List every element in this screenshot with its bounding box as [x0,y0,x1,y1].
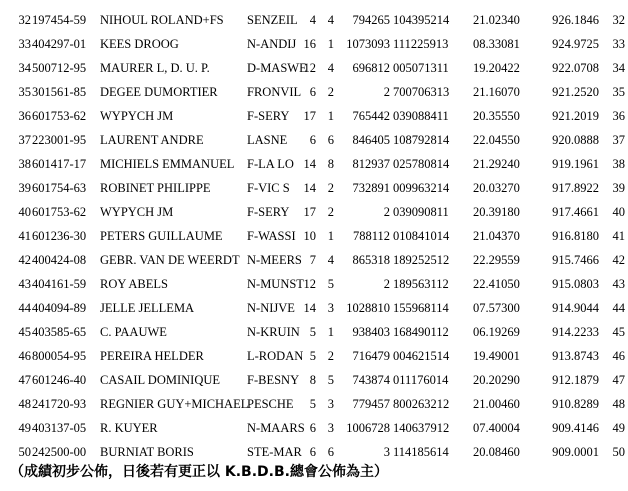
fancier-name-cell: DEGEE DUMORTIER [100,85,218,99]
arrival-time-cell: 20.20290 [473,373,520,387]
clock-code-cell: 005071311 [393,61,449,75]
velocity-cell: 926.1846 [552,13,599,27]
entered-count-cell: 14 [303,157,316,171]
location-cell: F-VIC S [247,181,290,195]
clock-code-cell: 800263212 [393,397,450,411]
position-cell: 37 [18,133,31,147]
fancier-name-cell: REGNIER GUY+MICHAEL [100,397,249,411]
distance-cell: 1028810 [346,301,390,315]
prized-count-cell: 5 [327,277,334,291]
velocity-cell: 917.8922 [552,181,599,195]
location-cell: SENZEIL [247,13,298,27]
ring-number-cell: 241720-93 [32,397,87,411]
position-repeat-cell: 47 [612,373,625,387]
distance-cell: 812937 [352,157,390,171]
distance-cell: 765442 [352,109,390,123]
velocity-cell: 915.0803 [552,277,599,291]
ring-number-cell: 500712-95 [32,61,87,75]
ring-number-cell: 404297-01 [32,37,87,51]
velocity-cell: 910.8289 [552,397,599,411]
ring-number-cell: 601417-17 [32,157,87,171]
prized-count-cell: 1 [327,229,334,243]
table-row [0,176,628,200]
arrival-time-cell: 20.39180 [473,205,520,219]
velocity-cell: 914.2233 [552,325,599,339]
fancier-name-cell: CASAIL DOMINIQUE [100,373,221,387]
ring-number-cell: 601246-40 [32,373,87,387]
position-repeat-cell: 48 [612,397,625,411]
position-repeat-cell: 50 [612,445,625,459]
arrival-time-cell: 19.20422 [473,61,520,75]
velocity-cell: 917.4661 [552,205,599,219]
prized-count-cell: 2 [327,85,334,99]
arrival-time-cell: 21.16070 [473,85,520,99]
ring-number-cell: 800054-95 [32,349,87,363]
entered-count-cell: 10 [303,229,316,243]
fancier-name-cell: PETERS GUILLAUME [100,229,223,243]
arrival-time-cell: 21.02340 [473,13,520,27]
ring-number-cell: 404094-89 [32,301,87,315]
location-cell: N-NIJVE [247,301,295,315]
ring-number-cell: 601236-30 [32,229,87,243]
table-row [0,200,628,224]
distance-cell: 2 [383,277,390,291]
location-cell: PESCHE [247,397,294,411]
arrival-time-cell: 22.04550 [473,133,520,147]
velocity-cell: 909.0001 [552,445,599,459]
position-cell: 43 [18,277,31,291]
distance-cell: 1006728 [346,421,390,435]
entered-count-cell: 5 [309,349,316,363]
position-repeat-cell: 37 [612,133,625,147]
clock-code-cell: 025780814 [393,157,450,171]
table-row [0,320,628,344]
prized-count-cell: 2 [327,181,334,195]
velocity-cell: 922.0708 [552,61,599,75]
distance-cell: 1073093 [346,37,390,51]
distance-cell: 3 [383,445,390,459]
location-cell: F-SERY [247,109,290,123]
location-cell: F-BESNY [247,373,300,387]
fancier-name-cell: PEREIRA HELDER [100,349,204,363]
position-repeat-cell: 39 [612,181,625,195]
fancier-name-cell: C. PAAUWE [100,325,167,339]
table-row [0,272,628,296]
velocity-cell: 920.0888 [552,133,599,147]
position-repeat-cell: 38 [612,157,625,171]
location-cell: D-MASWE [247,61,307,75]
table-row [0,104,628,128]
position-repeat-cell: 44 [612,301,625,315]
position-cell: 32 [18,13,31,27]
fancier-name-cell: MICHIELS EMMANUEL [100,157,235,171]
velocity-cell: 914.9044 [552,301,599,315]
fancier-name-cell: R. KUYER [100,421,158,435]
position-cell: 46 [18,349,31,363]
fancier-name-cell: JELLE JELLEMA [100,301,195,315]
arrival-time-cell: 20.35550 [473,109,520,123]
entered-count-cell: 12 [303,61,316,75]
fancier-name-cell: KEES DROOG [100,37,179,51]
position-repeat-cell: 45 [612,325,625,339]
ring-number-cell: 223001-95 [32,133,87,147]
table-row [0,128,628,152]
distance-cell: 716479 [352,349,390,363]
clock-code-cell: 140637912 [393,421,450,435]
prized-count-cell: 6 [327,133,334,147]
entered-count-cell: 5 [309,397,316,411]
position-cell: 47 [18,373,31,387]
prized-count-cell: 5 [327,373,334,387]
prized-count-cell: 3 [327,397,334,411]
prized-count-cell: 3 [327,301,334,315]
arrival-time-cell: 22.29559 [473,253,520,267]
velocity-cell: 924.9725 [552,37,599,51]
position-repeat-cell: 36 [612,109,625,123]
clock-code-cell: 111225913 [393,37,449,51]
location-cell: F-SERY [247,205,290,219]
distance-cell: 865318 [352,253,390,267]
clock-code-cell: 010841014 [393,229,450,243]
velocity-cell: 915.7466 [552,253,599,267]
entered-count-cell: 14 [303,181,316,195]
ring-number-cell: 403137-05 [32,421,87,435]
entered-count-cell: 17 [303,205,316,219]
position-repeat-cell: 32 [612,13,625,27]
location-cell: FRONVIL [247,85,302,99]
table-row [0,152,628,176]
position-cell: 41 [18,229,31,243]
location-cell: N-MUNST [247,277,304,291]
position-repeat-cell: 40 [612,205,625,219]
prized-count-cell: 3 [327,421,334,435]
ring-number-cell: 601753-62 [32,109,87,123]
arrival-time-cell: 20.08460 [473,445,520,459]
prized-count-cell: 1 [327,37,334,51]
arrival-time-cell: 21.04370 [473,229,520,243]
table-row [0,296,628,320]
position-repeat-cell: 43 [612,277,625,291]
entered-count-cell: 16 [303,37,316,51]
distance-cell: 938403 [352,325,390,339]
distance-cell: 2 [383,85,390,99]
velocity-cell: 913.8743 [552,349,599,363]
entered-count-cell: 6 [309,133,316,147]
entered-count-cell: 12 [303,277,316,291]
arrival-time-cell: 22.41050 [473,277,520,291]
entered-count-cell: 6 [309,85,316,99]
table-row [0,224,628,248]
distance-cell: 794265 [352,13,390,27]
distance-cell: 696812 [352,61,390,75]
velocity-cell: 916.8180 [552,229,599,243]
position-repeat-cell: 33 [612,37,625,51]
position-repeat-cell: 41 [612,229,625,243]
clock-code-cell: 189252512 [393,253,450,267]
entered-count-cell: 4 [309,13,316,27]
fancier-name-cell: ROBINET PHILIPPE [100,181,211,195]
ring-number-cell: 404161-59 [32,277,87,291]
location-cell: STE-MAR [247,445,302,459]
clock-code-cell: 155968114 [393,301,449,315]
position-cell: 50 [18,445,31,459]
velocity-cell: 919.1961 [552,157,599,171]
velocity-cell: 921.2520 [552,85,599,99]
ring-number-cell: 403585-65 [32,325,87,339]
position-repeat-cell: 46 [612,349,625,363]
position-cell: 36 [18,109,31,123]
fancier-name-cell: WYPYCH JM [100,109,174,123]
arrival-time-cell: 20.03270 [473,181,520,195]
fancier-name-cell: BURNIAT BORIS [100,445,194,459]
distance-cell: 732891 [352,181,390,195]
table-row [0,416,628,440]
arrival-time-cell: 21.29240 [473,157,520,171]
position-repeat-cell: 34 [612,61,625,75]
location-cell: N-MEERS [247,253,302,267]
prized-count-cell: 4 [327,13,334,27]
prized-count-cell: 4 [327,61,334,75]
fancier-name-cell: ROY ABELS [100,277,168,291]
arrival-time-cell: 08.33081 [473,37,520,51]
entered-count-cell: 17 [303,109,316,123]
entered-count-cell: 8 [309,373,316,387]
fancier-name-cell: LAURENT ANDRE [100,133,204,147]
velocity-cell: 912.1879 [552,373,599,387]
ring-number-cell: 197454-59 [32,13,87,27]
prized-count-cell: 2 [327,205,334,219]
position-cell: 33 [18,37,31,51]
location-cell: N-ANDIJ [247,37,297,51]
position-repeat-cell: 35 [612,85,625,99]
prized-count-cell: 6 [327,445,334,459]
clock-code-cell: 039088411 [393,109,449,123]
position-cell: 39 [18,181,31,195]
clock-code-cell: 104395214 [393,13,450,27]
location-cell: L-RODAN [247,349,304,363]
table-row [0,368,628,392]
prized-count-cell: 4 [327,253,334,267]
ring-number-cell: 301561-85 [32,85,87,99]
clock-code-cell: 039090811 [393,205,449,219]
ring-number-cell: 601753-62 [32,205,87,219]
ring-number-cell: 400424-08 [32,253,87,267]
location-cell: N-MAARS [247,421,305,435]
arrival-time-cell: 19.49001 [473,349,520,363]
location-cell: F-WASSI [247,229,296,243]
clock-code-cell: 114185614 [393,445,449,459]
table-row [0,344,628,368]
clock-code-cell: 168490112 [393,325,449,339]
position-cell: 40 [18,205,31,219]
prized-count-cell: 8 [327,157,334,171]
clock-code-cell: 189563112 [393,277,449,291]
entered-count-cell: 5 [309,325,316,339]
position-cell: 42 [18,253,31,267]
arrival-time-cell: 21.00460 [473,397,520,411]
clock-code-cell: 009963214 [393,181,450,195]
distance-cell: 743874 [352,373,390,387]
location-cell: LASNE [247,133,288,147]
position-cell: 35 [18,85,31,99]
arrival-time-cell: 06.19269 [473,325,520,339]
footer-note: （成績初步公佈，日後若有更正以 K.B.D.B.總會公佈為主） [10,464,388,480]
prized-count-cell: 1 [327,325,334,339]
table-row [0,56,628,80]
prized-count-cell: 2 [327,349,334,363]
clock-code-cell: 108792814 [393,133,450,147]
location-cell: N-KRUIN [247,325,300,339]
entered-count-cell: 6 [309,421,316,435]
table-row [0,392,628,416]
ring-number-cell: 242500-00 [32,445,87,459]
fancier-name-cell: NIHOUL ROLAND+FS [100,13,224,27]
velocity-cell: 909.4146 [552,421,599,435]
entered-count-cell: 14 [303,301,316,315]
velocity-cell: 921.2019 [552,109,599,123]
position-cell: 38 [18,157,31,171]
distance-cell: 788112 [352,229,390,243]
distance-cell: 2 [383,205,390,219]
table-row [0,32,628,56]
prized-count-cell: 1 [327,109,334,123]
position-repeat-cell: 42 [612,253,625,267]
distance-cell: 779457 [352,397,390,411]
table-row [0,80,628,104]
fancier-name-cell: GEBR. VAN DE WEERDT [100,253,240,267]
position-repeat-cell: 49 [612,421,625,435]
arrival-time-cell: 07.40004 [473,421,520,435]
position-cell: 49 [18,421,31,435]
location-cell: F-LA LO [247,157,294,171]
position-cell: 45 [18,325,31,339]
table-row [0,8,628,32]
ring-number-cell: 601754-63 [32,181,87,195]
distance-cell: 846405 [352,133,390,147]
clock-code-cell: 004621514 [393,349,450,363]
position-cell: 44 [18,301,31,315]
entered-count-cell: 7 [309,253,316,267]
position-cell: 48 [18,397,31,411]
arrival-time-cell: 07.57300 [473,301,520,315]
clock-code-cell: 011176014 [393,373,449,387]
fancier-name-cell: MAURER L, D. U. P. [100,61,210,75]
position-cell: 34 [18,61,31,75]
fancier-name-cell: WYPYCH JM [100,205,174,219]
table-row [0,248,628,272]
entered-count-cell: 6 [309,445,316,459]
clock-code-cell: 700706313 [393,85,450,99]
